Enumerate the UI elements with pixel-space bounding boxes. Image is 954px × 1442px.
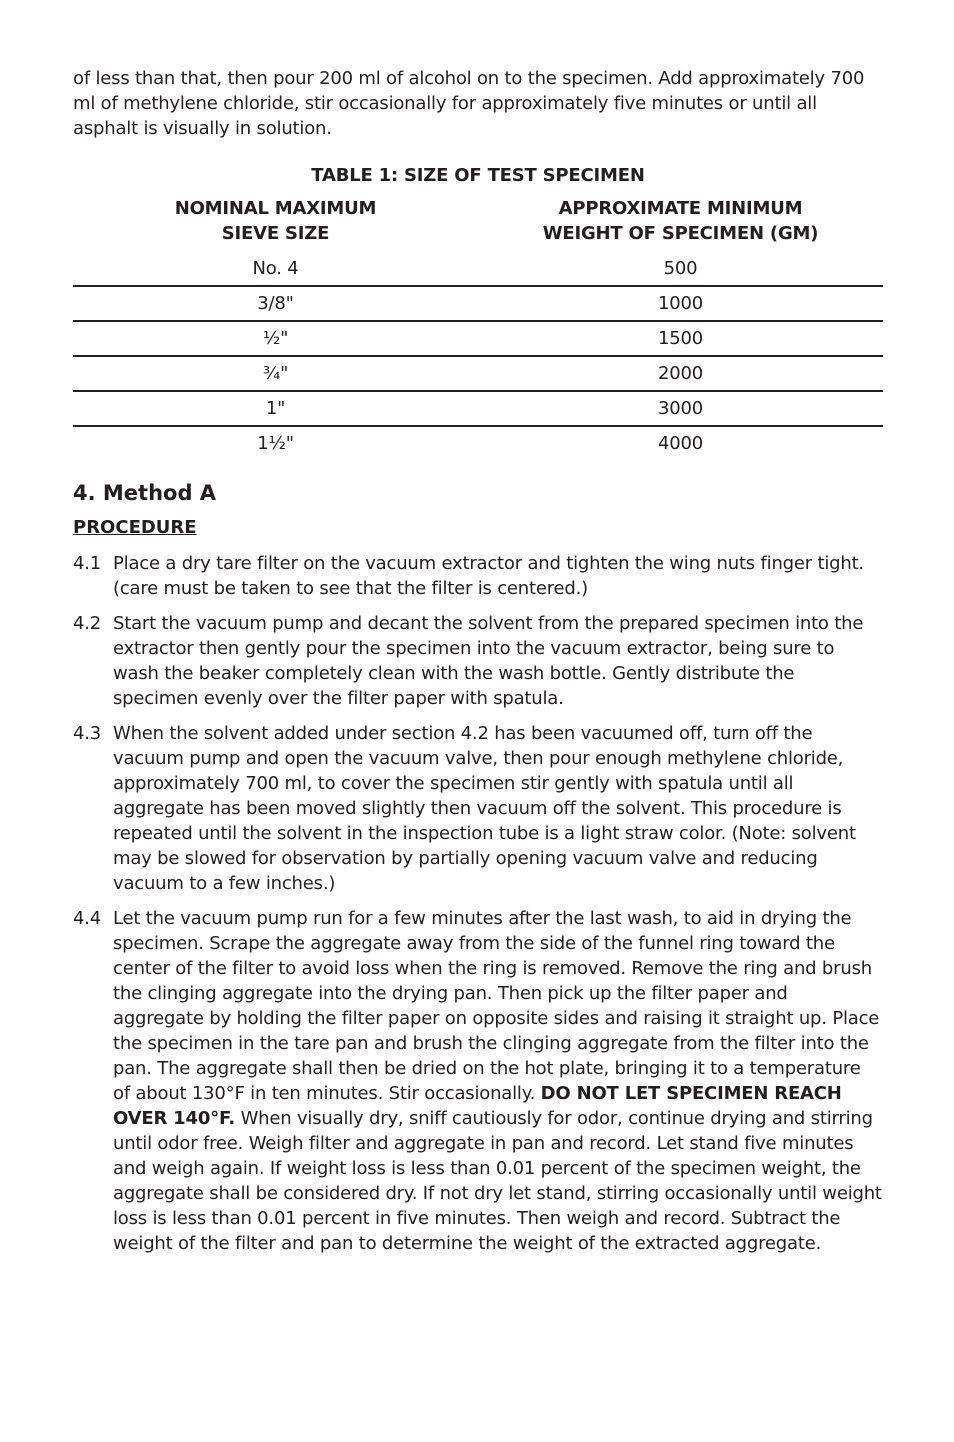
procedure-step-4-4 <box>73 906 883 1256</box>
step-number: 4.4 <box>73 908 102 929</box>
table-header-row <box>73 196 883 252</box>
weight-cell: 500 <box>663 258 698 279</box>
procedure-steps <box>73 551 883 1256</box>
specimen-size-table <box>73 196 883 460</box>
document-page <box>73 66 883 1266</box>
header-min-weight: APPROXIMATE MINIMUM WEIGHT OF SPECIMEN (GM) <box>542 198 819 244</box>
weight-cell: 1000 <box>478 286 883 321</box>
sieve-size-cell: ½" <box>73 321 478 356</box>
table-row <box>73 252 883 286</box>
sieve-size-cell: ¾" <box>73 356 478 391</box>
step-number: 4.2 <box>73 613 102 634</box>
step-text <box>113 908 882 1254</box>
table-row <box>73 426 883 460</box>
step-number: 4.3 <box>73 723 102 744</box>
weight-cell: 1500 <box>478 321 883 356</box>
weight-cell: 4000 <box>478 426 883 460</box>
weight-cell: 2000 <box>478 356 883 391</box>
step-text-before: Let the vacuum pump run for a few minutes after the last wash, to aid in drying the specimen. Scrape the aggregate away from the side of the funnel ring toward the center of the filter to avoid loss when the ring is removed. Remove the ring and brush the clinging aggregate into the drying pan. Then pick up the filter paper and aggregate by holding the filter paper on opposite sides and raising it straight up. Place the specimen in the tare pan and brush the clinging aggregate from the filter into the pan. The aggregate shall then be dried on the hot plate, bringing it to a temperature of about 130°F in ten minutes. Stir occasionally. <box>113 908 880 1104</box>
procedure-step-4-1 <box>73 551 883 601</box>
procedure-step-4-3 <box>73 721 883 896</box>
step-text-after: When visually dry, sniff cautiously for odor, continue drying and stirring until odor free. Weigh filter and aggregate in pan and record. Let stand five minutes and weigh again. If weight loss is less than 0.01 percent of the specimen weight, the aggregate shall be considered dry. If not dry let stand, stirring occasionally until weight loss is less than 0.01 percent in five minutes. Then weigh and record. Subtract the weight of the filter and pan to determine the weight of the extracted aggregate. <box>113 1108 882 1254</box>
step-text: Place a dry tare filter on the vacuum extractor and tighten the wing nuts finger tight. (care must be taken to see that the filter is centered.) <box>113 553 864 599</box>
table-row <box>73 321 883 356</box>
step-number: 4.1 <box>73 553 102 574</box>
table-row <box>73 391 883 426</box>
table-title: TABLE 1: SIZE OF TEST SPECIMEN <box>311 165 645 186</box>
procedure-heading: PROCEDURE <box>73 517 197 538</box>
header-sieve-size: NOMINAL MAXIMUM SIEVE SIZE <box>174 198 377 244</box>
sieve-size-cell: 1" <box>73 391 478 426</box>
sieve-size-cell: 3/8" <box>73 286 478 321</box>
procedure-step-4-2 <box>73 611 883 711</box>
table-row <box>73 286 883 321</box>
temperature-warning: DO NOT LET SPECIMEN REACH OVER 140°F. <box>113 1083 842 1129</box>
step-text: Start the vacuum pump and decant the solvent from the prepared specimen into the extractor then gently pour the specimen into the vacuum extractor, being sure to wash the beaker completely clean with the wash bottle. Gently distribute the specimen evenly over the filter paper with spatula. <box>113 613 864 709</box>
sieve-size-cell: 1½" <box>73 426 478 460</box>
section-heading: 4. Method A <box>73 481 217 505</box>
step-text: When the solvent added under section 4.2 has been vacuumed off, turn off the vacuum pump and open the vacuum valve, then pour enough methylene chloride, approximately 700 ml, to cover the specimen stir gently with spatula until all aggregate has been moved slightly then vacuum off the solvent. This procedure is repeated until the solvent in the inspection tube is a light straw color. (Note: solvent may be slowed for observation by partially opening vacuum valve and reducing vacuum to a few inches.) <box>113 723 856 894</box>
table-row <box>73 356 883 391</box>
weight-cell: 3000 <box>478 391 883 426</box>
sieve-size-cell: No. 4 <box>252 258 299 279</box>
intro-paragraph: of less than that, then pour 200 ml of alcohol on to the specimen. Add approximately 700 ml of methylene chloride, stir occasionally for approximately five minutes or until all asphalt is visually in solution. <box>73 68 865 139</box>
